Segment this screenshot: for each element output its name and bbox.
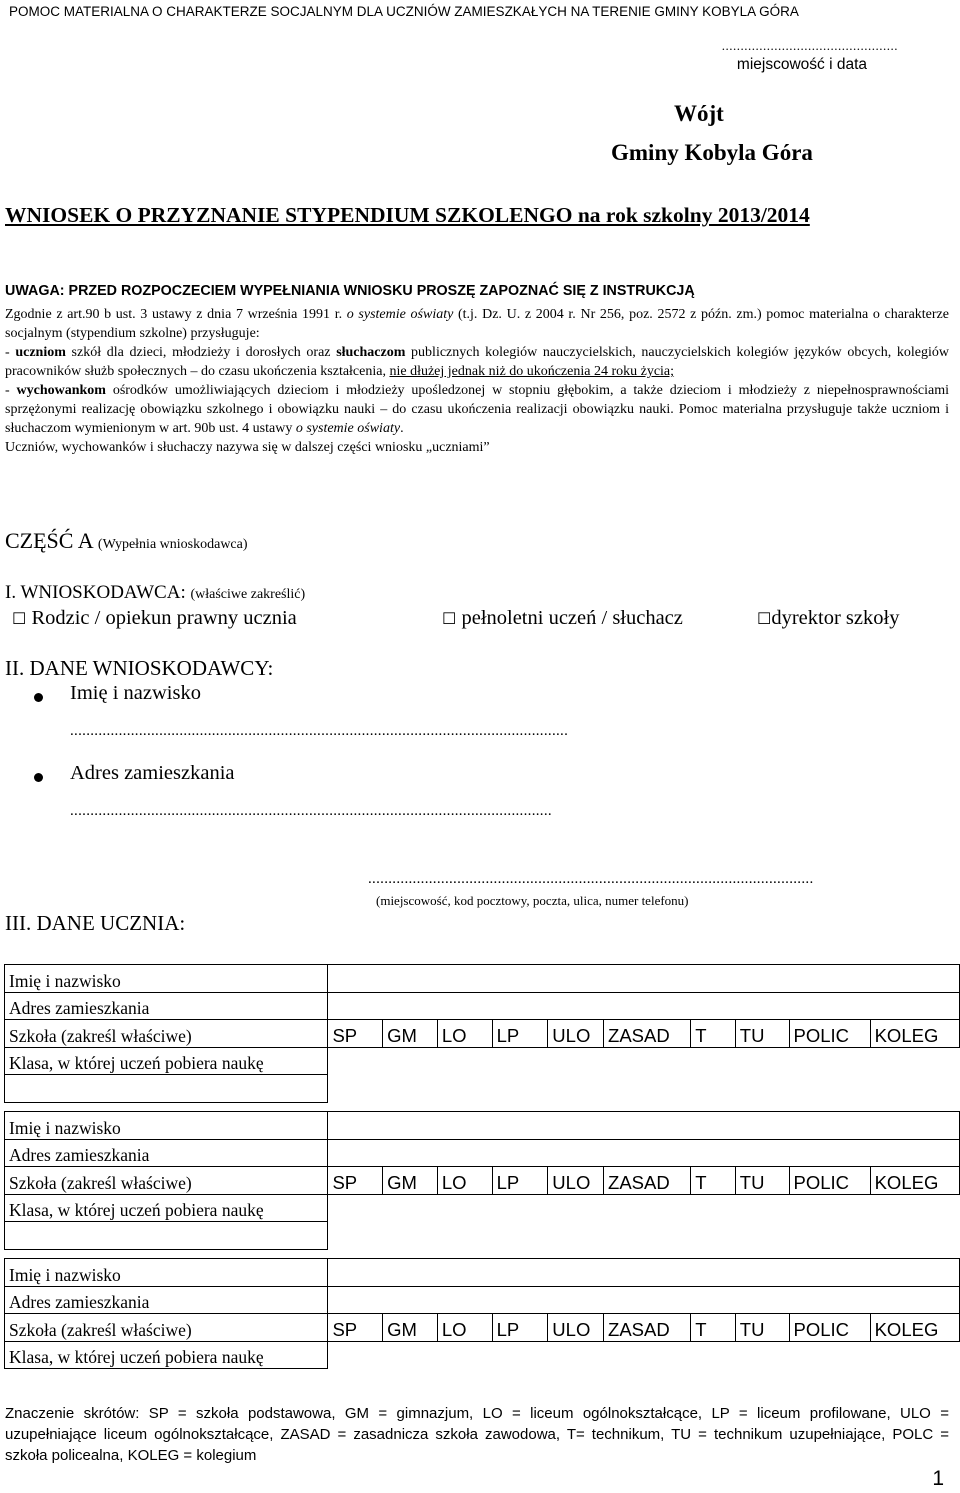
school-code-lo[interactable]: LO: [437, 1020, 492, 1048]
school-code-sp[interactable]: SP: [328, 1314, 383, 1342]
applicant-name-label: Imię i nazwisko: [70, 682, 201, 704]
school-code-lp[interactable]: LP: [492, 1167, 548, 1195]
checkbox-icon[interactable]: ☐: [12, 611, 27, 628]
page-number: 1: [932, 1467, 944, 1490]
school-code-lo[interactable]: LO: [437, 1314, 492, 1342]
school-code-ulo[interactable]: ULO: [548, 1167, 604, 1195]
intro-paragraph-1: Zgodnie z art.90 b ust. 3 ustawy z dnia 7 września 1991 r. o systemie oświaty (t.j. Dz. U. z 2004 r. Nr 256, poz. 2572 z późn. zm.) pomoc materialna o charakterze socjalnym (stypendium szkolne) przysługuje:: [5, 307, 949, 341]
section-applicant-data-heading: II. DANE WNIOSKODAWCY:: [5, 656, 274, 680]
table-row: [5, 965, 960, 993]
student-address-field[interactable]: [328, 992, 960, 1020]
recipient-title: Wójt: [674, 101, 724, 126]
spacer-cell: [5, 1075, 328, 1103]
school-type-label: Szkoła (zakreśl właściwe): [5, 1167, 328, 1195]
place-date-field[interactable]: ...............................................: [721, 38, 898, 53]
class-field[interactable]: [328, 1047, 960, 1075]
student-name-field[interactable]: [328, 965, 960, 993]
recipient-office: Gminy Kobyla Góra: [611, 140, 813, 165]
school-code-t[interactable]: T: [691, 1314, 736, 1342]
option-adult-student[interactable]: ☐ pełnoletni uczeń / słuchacz: [442, 607, 683, 629]
page-header: POMOC MATERIALNA O CHARAKTERZE SOCJALNYM DLA UCZNIÓW ZAMIESZKAŁYCH NA TERENIE GMINY KOBYLA GÓRA: [9, 4, 799, 19]
school-code-t[interactable]: T: [691, 1020, 736, 1048]
table-row: [5, 1341, 960, 1369]
student-address-label: Adres zamieszkania: [5, 1286, 328, 1314]
applicant-address-field-2[interactable]: ..............................................................................................................: [368, 871, 814, 887]
table-row: [5, 1222, 960, 1250]
class-label: Klasa, w której uczeń pobiera naukę: [5, 1341, 328, 1369]
table-row: [5, 1314, 960, 1342]
intro-paragraph-pupils: - wychowankom ośrodków umożliwiających dzieciom i młodzieży upośledzonej w stopniu głębokim, a także dzieciom i młodzieży z niepełnosprawnościami sprzężonymi realizację obowiązku szkolnego i obowiązku nauki – do czasu ukończenia realizacji obowiązku nauki. Pomoc materialna przysługuje także uczniom i słuchaczom wymienionym w art. 90b ust. 4 ustawy o systemie oświaty.: [5, 383, 950, 436]
school-code-zasad[interactable]: ZASAD: [604, 1167, 691, 1195]
table-row: [5, 1139, 960, 1167]
student-name-label: Imię i nazwisko: [5, 1259, 328, 1287]
school-code-gm[interactable]: GM: [383, 1167, 438, 1195]
school-code-gm[interactable]: GM: [383, 1314, 438, 1342]
school-code-t[interactable]: T: [691, 1167, 736, 1195]
section-student-data-heading: III. DANE UCZNIA:: [5, 911, 186, 935]
spacer-cell: [5, 1222, 328, 1250]
school-code-polic[interactable]: POLIC: [789, 1167, 870, 1195]
school-code-polic[interactable]: POLIC: [789, 1314, 870, 1342]
school-code-ulo[interactable]: ULO: [548, 1020, 604, 1048]
student-name-label: Imię i nazwisko: [5, 965, 328, 993]
student-address-label: Adres zamieszkania: [5, 1139, 328, 1167]
applicant-address-label: Adres zamieszkania: [70, 762, 235, 784]
school-code-zasad[interactable]: ZASAD: [604, 1314, 691, 1342]
class-label: Klasa, w której uczeń pobiera naukę: [5, 1047, 328, 1075]
school-type-label: Szkoła (zakreśl właściwe): [5, 1314, 328, 1342]
abbreviations-footnote: Znaczenie skrótów: SP = szkoła podstawowa, GM = gimnazjum, LO = liceum ogólnokształcące, LP = liceum profilowane, ULO = uzupełniające liceum ogólnokształcące, ZASAD = zasadnicza szkoła zawodowa, T= technikum, TU = technikum uzupełniające, POLC = szkoła policealna, KOLEG = kolegium: [5, 1405, 949, 1464]
intro-paragraph-definition: Uczniów, wychowanków i słuchaczy nazywa się w dalszej części wniosku „uczniami”: [5, 440, 490, 455]
school-code-lp[interactable]: LP: [492, 1020, 548, 1048]
class-label: Klasa, w której uczeń pobiera naukę: [5, 1194, 328, 1222]
student-name-label: Imię i nazwisko: [5, 1112, 328, 1140]
bullet-icon: [34, 693, 43, 702]
school-code-sp[interactable]: SP: [328, 1020, 383, 1048]
school-code-lo[interactable]: LO: [437, 1167, 492, 1195]
place-date-label: miejscowość i data: [736, 56, 867, 73]
student-name-field[interactable]: [328, 1259, 960, 1287]
option-school-director[interactable]: ☐dyrektor szkoły: [757, 607, 900, 629]
legal-introduction: [5, 305, 949, 457]
intro-paragraph-students: - uczniom szkół dla dzieci, młodzieży i dorosłych oraz słuchaczom publicznych kolegiów nauczycielskich, nauczycielskich kolegiów języków obcych, kolegiów pracowników służb społecznych – do czasu ukończenia kształcenia, nie dłużej jednak niż do ukończenia 24 roku życia;: [5, 345, 949, 379]
table-row: [5, 1259, 960, 1287]
school-code-polic[interactable]: POLIC: [789, 1020, 870, 1048]
student-address-field[interactable]: [328, 1286, 960, 1314]
applicant-name-field[interactable]: ...........................................................................................................................: [70, 723, 569, 739]
checkbox-icon[interactable]: ☐: [757, 611, 772, 628]
applicant-address-field[interactable]: .......................................................................................................................: [70, 803, 552, 819]
school-type-label: Szkoła (zakreśl właściwe): [5, 1020, 328, 1048]
school-code-tu[interactable]: TU: [735, 1020, 789, 1048]
table-row: [5, 1286, 960, 1314]
checkbox-icon[interactable]: ☐: [442, 611, 457, 628]
table-row: [5, 1047, 960, 1075]
school-code-gm[interactable]: GM: [383, 1020, 438, 1048]
table-row: [5, 1075, 960, 1103]
student-table-3: [4, 1258, 960, 1369]
table-row: [5, 1112, 960, 1140]
instruction-warning: UWAGA: PRZED ROZPOCZECIEM WYPEŁNIANIA WNIOSKU PROSZĘ ZAPOZNAĆ SIĘ Z INSTRUKCJĄ: [5, 283, 695, 299]
school-code-ulo[interactable]: ULO: [548, 1314, 604, 1342]
table-row: [5, 1167, 960, 1195]
student-table-2: [4, 1111, 960, 1250]
class-field[interactable]: [328, 1341, 960, 1369]
school-code-koleg[interactable]: KOLEG: [870, 1167, 959, 1195]
student-name-field[interactable]: [328, 1112, 960, 1140]
school-code-lp[interactable]: LP: [492, 1314, 548, 1342]
school-code-tu[interactable]: TU: [735, 1314, 789, 1342]
address-hint: (miejscowość, kod pocztowy, poczta, ulica, numer telefonu): [376, 893, 689, 908]
document-title: WNIOSEK O PRZYZNANIE STYPENDIUM SZKOLENGO na rok szkolny 2013/2014: [5, 203, 810, 227]
school-code-sp[interactable]: SP: [328, 1167, 383, 1195]
class-field[interactable]: [328, 1194, 960, 1222]
student-address-field[interactable]: [328, 1139, 960, 1167]
school-code-tu[interactable]: TU: [735, 1167, 789, 1195]
student-address-label: Adres zamieszkania: [5, 992, 328, 1020]
bullet-icon: [34, 773, 43, 782]
section-applicant-heading: I. WNIOSKODAWCA: (właściwe zakreślić): [5, 582, 306, 603]
school-code-koleg[interactable]: KOLEG: [870, 1020, 959, 1048]
table-row: [5, 1020, 960, 1048]
school-code-koleg[interactable]: KOLEG: [870, 1314, 959, 1342]
part-a-heading: CZĘŚĆ A (Wypełnia wnioskodawca): [5, 528, 248, 553]
option-parent[interactable]: ☐ Rodzic / opiekun prawny ucznia: [12, 607, 297, 629]
table-row: [5, 1194, 960, 1222]
school-code-zasad[interactable]: ZASAD: [604, 1020, 691, 1048]
student-table-1: [4, 964, 960, 1103]
table-row: [5, 992, 960, 1020]
